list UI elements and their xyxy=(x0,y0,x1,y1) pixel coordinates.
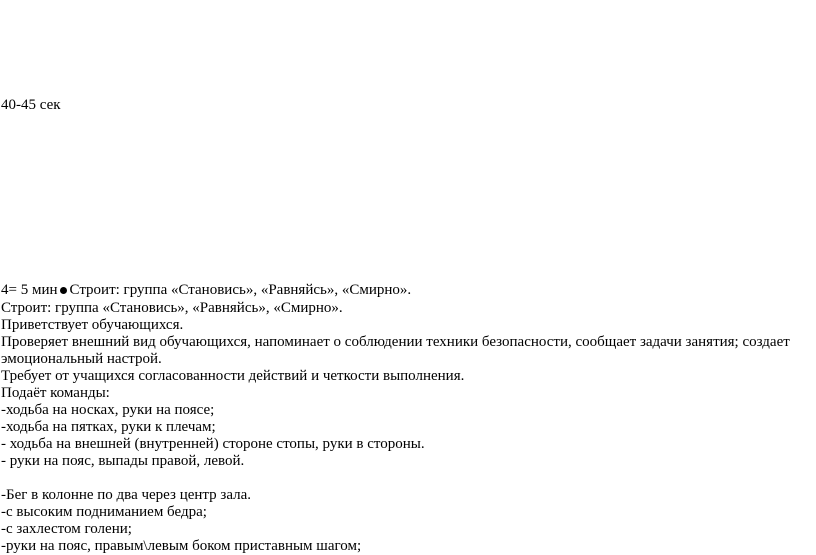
text-line-8: -ходьба на пятках, руки к плечам; xyxy=(1,419,216,435)
text-line-14: -руки на пояс, правым\левым боком приставным шагом; xyxy=(1,538,362,554)
bullet-text: Строит: группа «Становись», «Равняйсь», «Смирно». xyxy=(69,282,412,298)
text-line-4: эмоциональный настрой. xyxy=(1,351,162,367)
text-line-9: - ходьба на внешней (внутренней) стороне стопы, руки в стороны. xyxy=(1,436,425,452)
bullet-icon xyxy=(60,287,67,294)
text-line-6: Подаёт команды: xyxy=(1,385,110,401)
text-line-7: -ходьба на носках, руки на поясе; xyxy=(1,402,215,418)
text-line-13: -с захлестом голени; xyxy=(1,521,132,537)
timing-label-main: 4= 5 мин xyxy=(1,282,58,298)
timing-label-top: 40-45 сек xyxy=(1,97,61,113)
text-line-2: Приветствует обучающихся. xyxy=(1,317,184,333)
first-line xyxy=(1,281,411,299)
text-line-5: Требует от учащихся согласованности действий и четкости выполнения. xyxy=(1,368,465,384)
text-line-11: -Бег в колонне по два через центр зала. xyxy=(1,487,252,503)
text-line-1: Строит: группа «Становись», «Равняйсь», «Смирно». xyxy=(1,300,343,316)
text-line-10: - руки на пояс, выпады правой, левой. xyxy=(1,453,245,469)
text-line-3: Проверяет внешний вид обучающихся, напоминает о соблюдении техники безопасности, сообщает задачи занятия; создает xyxy=(1,334,790,350)
text-line-12: -с высоким подниманием бедра; xyxy=(1,504,207,520)
